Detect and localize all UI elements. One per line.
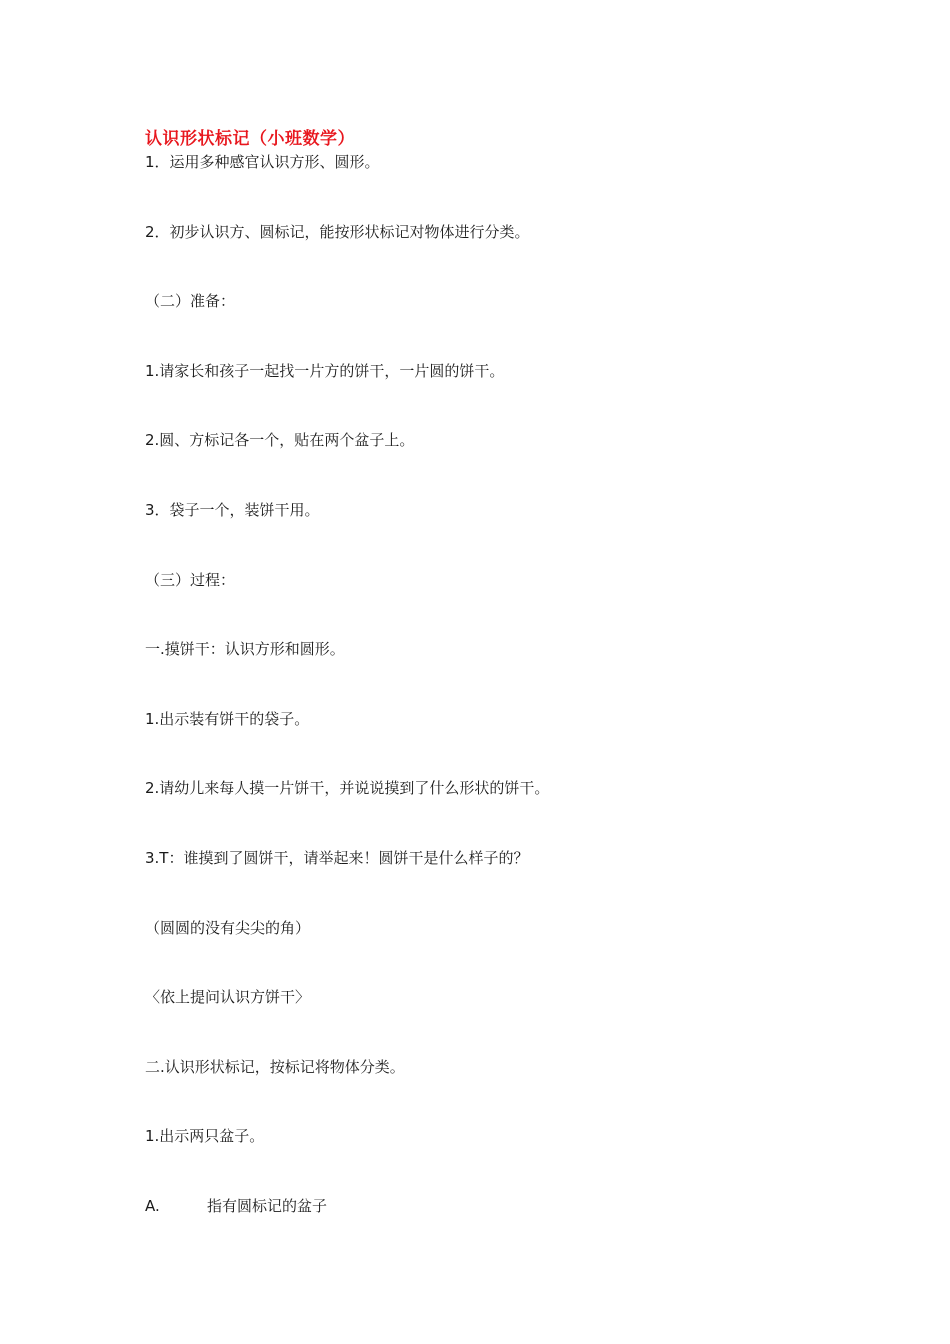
objective-2: 2．初步认识方、圆标记，能按形状标记对物体进行分类。 <box>145 223 530 241</box>
process-step-1-heading: 一.摸饼干：认识方形和圆形。 <box>145 640 345 658</box>
item-a-text: 指有圆标记的盆子 <box>207 1197 328 1215</box>
section-preparation-heading: （二）准备： <box>145 292 236 310</box>
process-step-2-heading: 二.认识形状标记，按标记将物体分类。 <box>145 1058 405 1076</box>
preparation-item-2: 2.圆、方标记各一个，贴在两个盆子上。 <box>145 431 415 449</box>
process-step-2-item-1: 1.出示两只盆子。 <box>145 1127 265 1145</box>
process-note-1: （圆圆的没有尖尖的角） <box>145 919 311 937</box>
process-step-2-item-a <box>145 1196 327 1216</box>
process-note-2: 〈依上提问认识方饼干〉 <box>145 988 311 1006</box>
preparation-item-1: 1.请家长和孩子一起找一片方的饼干，一片圆的饼干。 <box>145 362 505 380</box>
process-step-1-item-2: 2.请幼儿来每人摸一片饼干，并说说摸到了什么形状的饼干。 <box>145 779 550 797</box>
section-process-heading: （三）过程： <box>145 571 236 589</box>
document-title: 认识形状标记（小班数学） <box>145 129 355 149</box>
item-a-label: A. <box>145 1197 160 1215</box>
preparation-item-3: 3．袋子一个，装饼干用。 <box>145 501 320 519</box>
process-step-1-item-1: 1.出示装有饼干的袋子。 <box>145 710 310 728</box>
objective-1: 1．运用多种感官认识方形、圆形。 <box>145 153 380 171</box>
process-step-1-item-3: 3.T：谁摸到了圆饼干，请举起来！圆饼干是什么样子的？ <box>145 849 529 867</box>
